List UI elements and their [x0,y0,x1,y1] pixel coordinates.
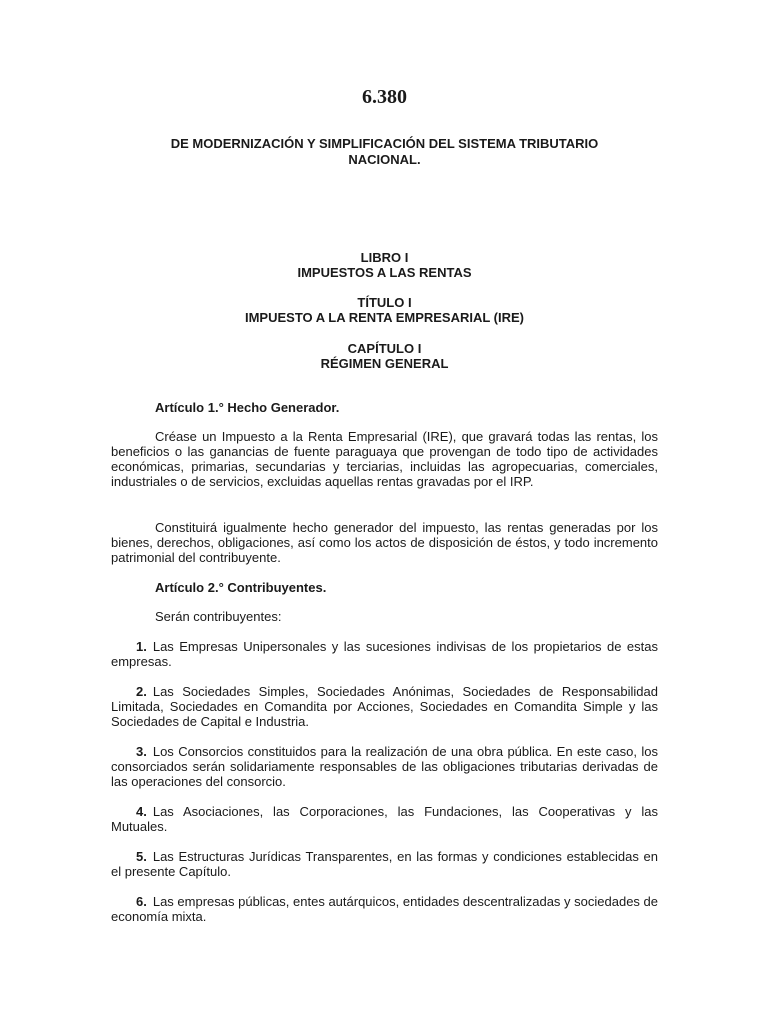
list-item [111,744,658,789]
list-item [111,894,658,924]
item-number: 4. [136,804,147,819]
titulo-heading [111,295,658,325]
libro-heading [111,250,658,280]
item-number: 5. [136,849,147,864]
document-page [111,0,658,1024]
list-item [111,684,658,729]
item-text: Las Empresas Unipersonales y las sucesiones indivisas de los propietarios de estas empresas. [111,639,658,669]
libro-name: IMPUESTOS A LAS RENTAS [297,265,472,280]
article-1-paragraph: Créase un Impuesto a la Renta Empresarial (IRE), que gravará todas las rentas, los beneficios o las ganancias de fuente paraguaya que provengan de todo tipo de actividades económicas, primarias, secundarias y terciarias, incluidas las agropecuarias, comerciales, industriales o de servicios, excluidas aquellas rentas gravadas por el IRP. [111,429,658,489]
titulo-name: IMPUESTO A LA RENTA EMPRESARIAL (IRE) [244,310,525,325]
item-text: Los Consorcios constituidos para la realización de una obra pública. En este caso, los consorciados serán solidariamente responsables de las obligaciones tributarias derivadas de las operaciones del consorcio. [111,744,658,789]
titulo-label: TÍTULO I [357,295,412,310]
article-2-intro: Serán contribuyentes: [155,609,282,624]
capitulo-name: RÉGIMEN GENERAL [320,356,449,371]
law-number: 6.380 [362,86,407,108]
item-text: Las empresas públicas, entes autárquicos, entidades descentralizadas y sociedades de economía mixta. [111,894,658,924]
capitulo-heading [111,341,658,371]
capitulo-label: CAPÍTULO I [347,341,422,356]
article-2-title: Artículo 2.° Contribuyentes. [155,580,327,595]
item-text: Las Sociedades Simples, Sociedades Anónimas, Sociedades de Responsabilidad Limitada, Sociedades en Comandita por Acciones, Sociedades en Comandita Simple y las Sociedades de Capital e Industria. [111,684,658,729]
list-item [111,639,658,669]
item-text: Las Estructuras Jurídicas Transparentes, en las formas y condiciones establecidas en el presente Capítulo. [111,849,658,879]
article-1-paragraph: Constituirá igualmente hecho generador del impuesto, las rentas generadas por los bienes, derechos, obligaciones, así como los actos de disposición de éstos, y todo incremento patrimonial del contribuyente. [111,520,658,565]
article-1-title: Artículo 1.° Hecho Generador. [155,400,340,415]
item-number: 6. [136,894,147,909]
list-item [111,804,658,834]
list-item [111,849,658,879]
libro-label: LIBRO I [360,250,409,265]
law-title: DE MODERNIZACIÓN Y SIMPLIFICACIÓN DEL SISTEMA TRIBUTARIO NACIONAL. [170,136,599,167]
item-text: Las Asociaciones, las Corporaciones, las Fundaciones, las Cooperativas y las Mutuales. [111,804,658,834]
item-number: 1. [136,639,147,654]
item-number: 2. [136,684,147,699]
item-number: 3. [136,744,147,759]
